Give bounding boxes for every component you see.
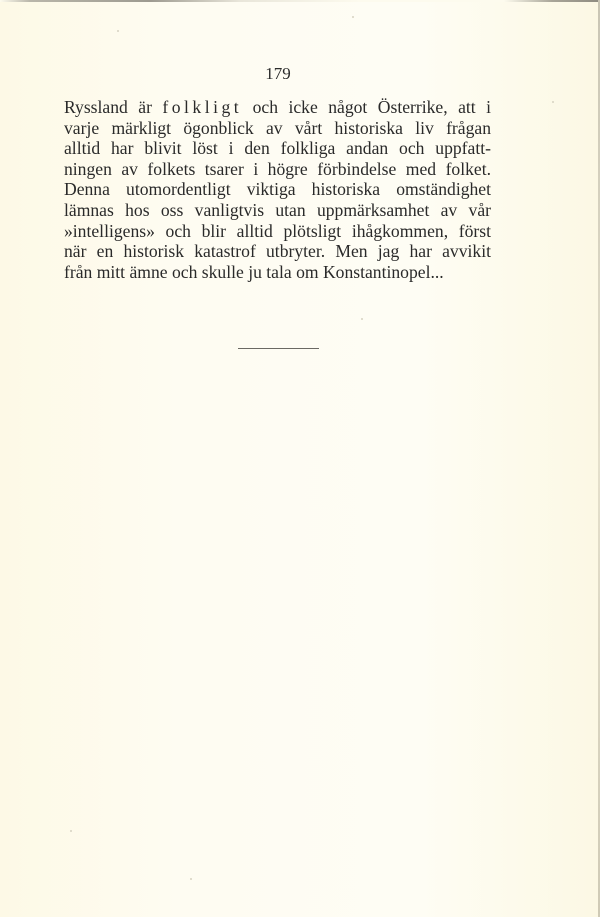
text-segment: Ryssland är: [64, 97, 163, 117]
paper-speck: [70, 830, 72, 832]
section-divider: [238, 348, 319, 349]
page-number: 179: [265, 64, 291, 83]
emphasized-word: folkligt: [162, 97, 243, 117]
page-top-edge: [0, 0, 600, 2]
paragraph: [64, 97, 491, 282]
paper-speck: [361, 318, 363, 320]
text-line-7: »intelligens» och blir alltid plötsligt ihågkommen, först: [64, 220, 491, 241]
text-line-2: varje märkligt ögonblick av vårt historiska liv frågan: [64, 117, 491, 138]
text-line-6: lämnas hos oss vanligtvis utan uppmärksamhet av vår: [64, 199, 491, 220]
text-line-9: från mitt ämne och skulle ju tala om Konstantinopel...: [64, 261, 444, 282]
text-segment: och icke något Österrike, att i: [242, 97, 491, 117]
paper-speck: [190, 878, 192, 880]
text-line-8: när en historisk katastrof utbryter. Men jag har avvikit: [64, 241, 491, 262]
paper-speck: [352, 16, 354, 18]
paper-speck: [117, 30, 119, 32]
text-line-3: alltid har blivit löst i den folkliga andan och uppfatt-: [64, 138, 491, 159]
text-line-5: Denna utomordentligt viktiga historiska omständighet: [64, 179, 491, 200]
paper-speck: [552, 101, 554, 103]
text-line-1: [64, 97, 491, 118]
text-line-4: ningen av folkets tsarer i högre förbindelse med folket.: [64, 158, 491, 179]
